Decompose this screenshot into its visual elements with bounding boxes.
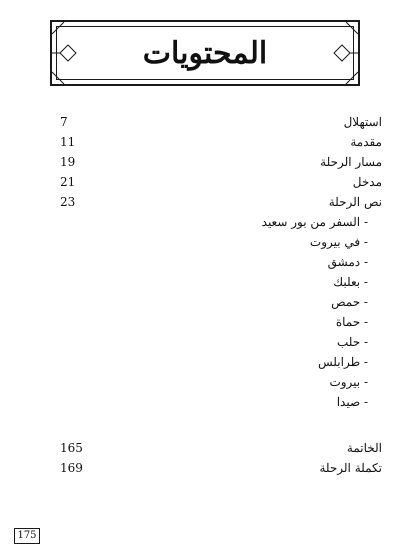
toc-subentry-label: - حماة bbox=[335, 315, 368, 329]
toc-subentry-label: - بعلبك bbox=[333, 275, 368, 289]
toc-entry-page: 11 bbox=[60, 135, 76, 149]
toc-entry bbox=[60, 192, 382, 212]
toc-subentry bbox=[60, 292, 382, 312]
toc-entry bbox=[60, 458, 382, 478]
toc-entry-label: نص الرحلة bbox=[328, 195, 382, 209]
toc-entry-label: تكملة الرحلة bbox=[319, 461, 382, 475]
toc-entry-label: استهلال bbox=[343, 115, 382, 129]
toc-subentry-label: - حلب bbox=[336, 335, 368, 349]
toc-entry-page: 23 bbox=[60, 195, 76, 209]
toc-subentry-label: - طرابلس bbox=[318, 355, 368, 369]
toc-subentry-label: - دمشق bbox=[327, 255, 368, 269]
section-gap bbox=[60, 412, 382, 438]
toc-subentry bbox=[60, 252, 382, 272]
toc-entry-label: مدخل bbox=[352, 175, 382, 189]
toc-subentry-label: - صيدا bbox=[336, 395, 368, 409]
toc-subentry bbox=[60, 272, 382, 292]
toc-subentry-label: - في بيروت bbox=[309, 235, 368, 249]
toc-entry bbox=[60, 438, 382, 458]
toc-subentry bbox=[60, 232, 382, 252]
toc-entry bbox=[60, 172, 382, 192]
toc-subentry bbox=[60, 372, 382, 392]
toc-subentry bbox=[60, 392, 382, 412]
toc-entry-page: 165 bbox=[60, 441, 83, 455]
toc-entry bbox=[60, 112, 382, 132]
toc-subentry-label: - حمص bbox=[331, 295, 368, 309]
toc-subentry-label: - بيروت bbox=[329, 375, 368, 389]
toc-entry-page: 169 bbox=[60, 461, 83, 475]
toc-entry bbox=[60, 132, 382, 152]
toc-entry-page: 21 bbox=[60, 175, 76, 189]
toc-subentry bbox=[60, 212, 382, 232]
page-number: 175 bbox=[14, 528, 40, 544]
toc-subentry bbox=[60, 332, 382, 352]
toc-entry-label: مقدمة bbox=[350, 135, 382, 149]
page-title: المحتويات bbox=[142, 35, 268, 71]
toc-subentry-label: - السفر من بور سعيد bbox=[261, 215, 368, 229]
toc-entry-page: 7 bbox=[60, 115, 68, 129]
toc-entry bbox=[60, 152, 382, 172]
toc-entry-label: الخاتمة bbox=[346, 441, 382, 455]
table-of-contents bbox=[60, 112, 382, 478]
toc-entry-label: مسار الرحلة bbox=[320, 155, 382, 169]
toc-entry-page: 19 bbox=[60, 155, 76, 169]
toc-subentry bbox=[60, 312, 382, 332]
toc-subentry bbox=[60, 352, 382, 372]
